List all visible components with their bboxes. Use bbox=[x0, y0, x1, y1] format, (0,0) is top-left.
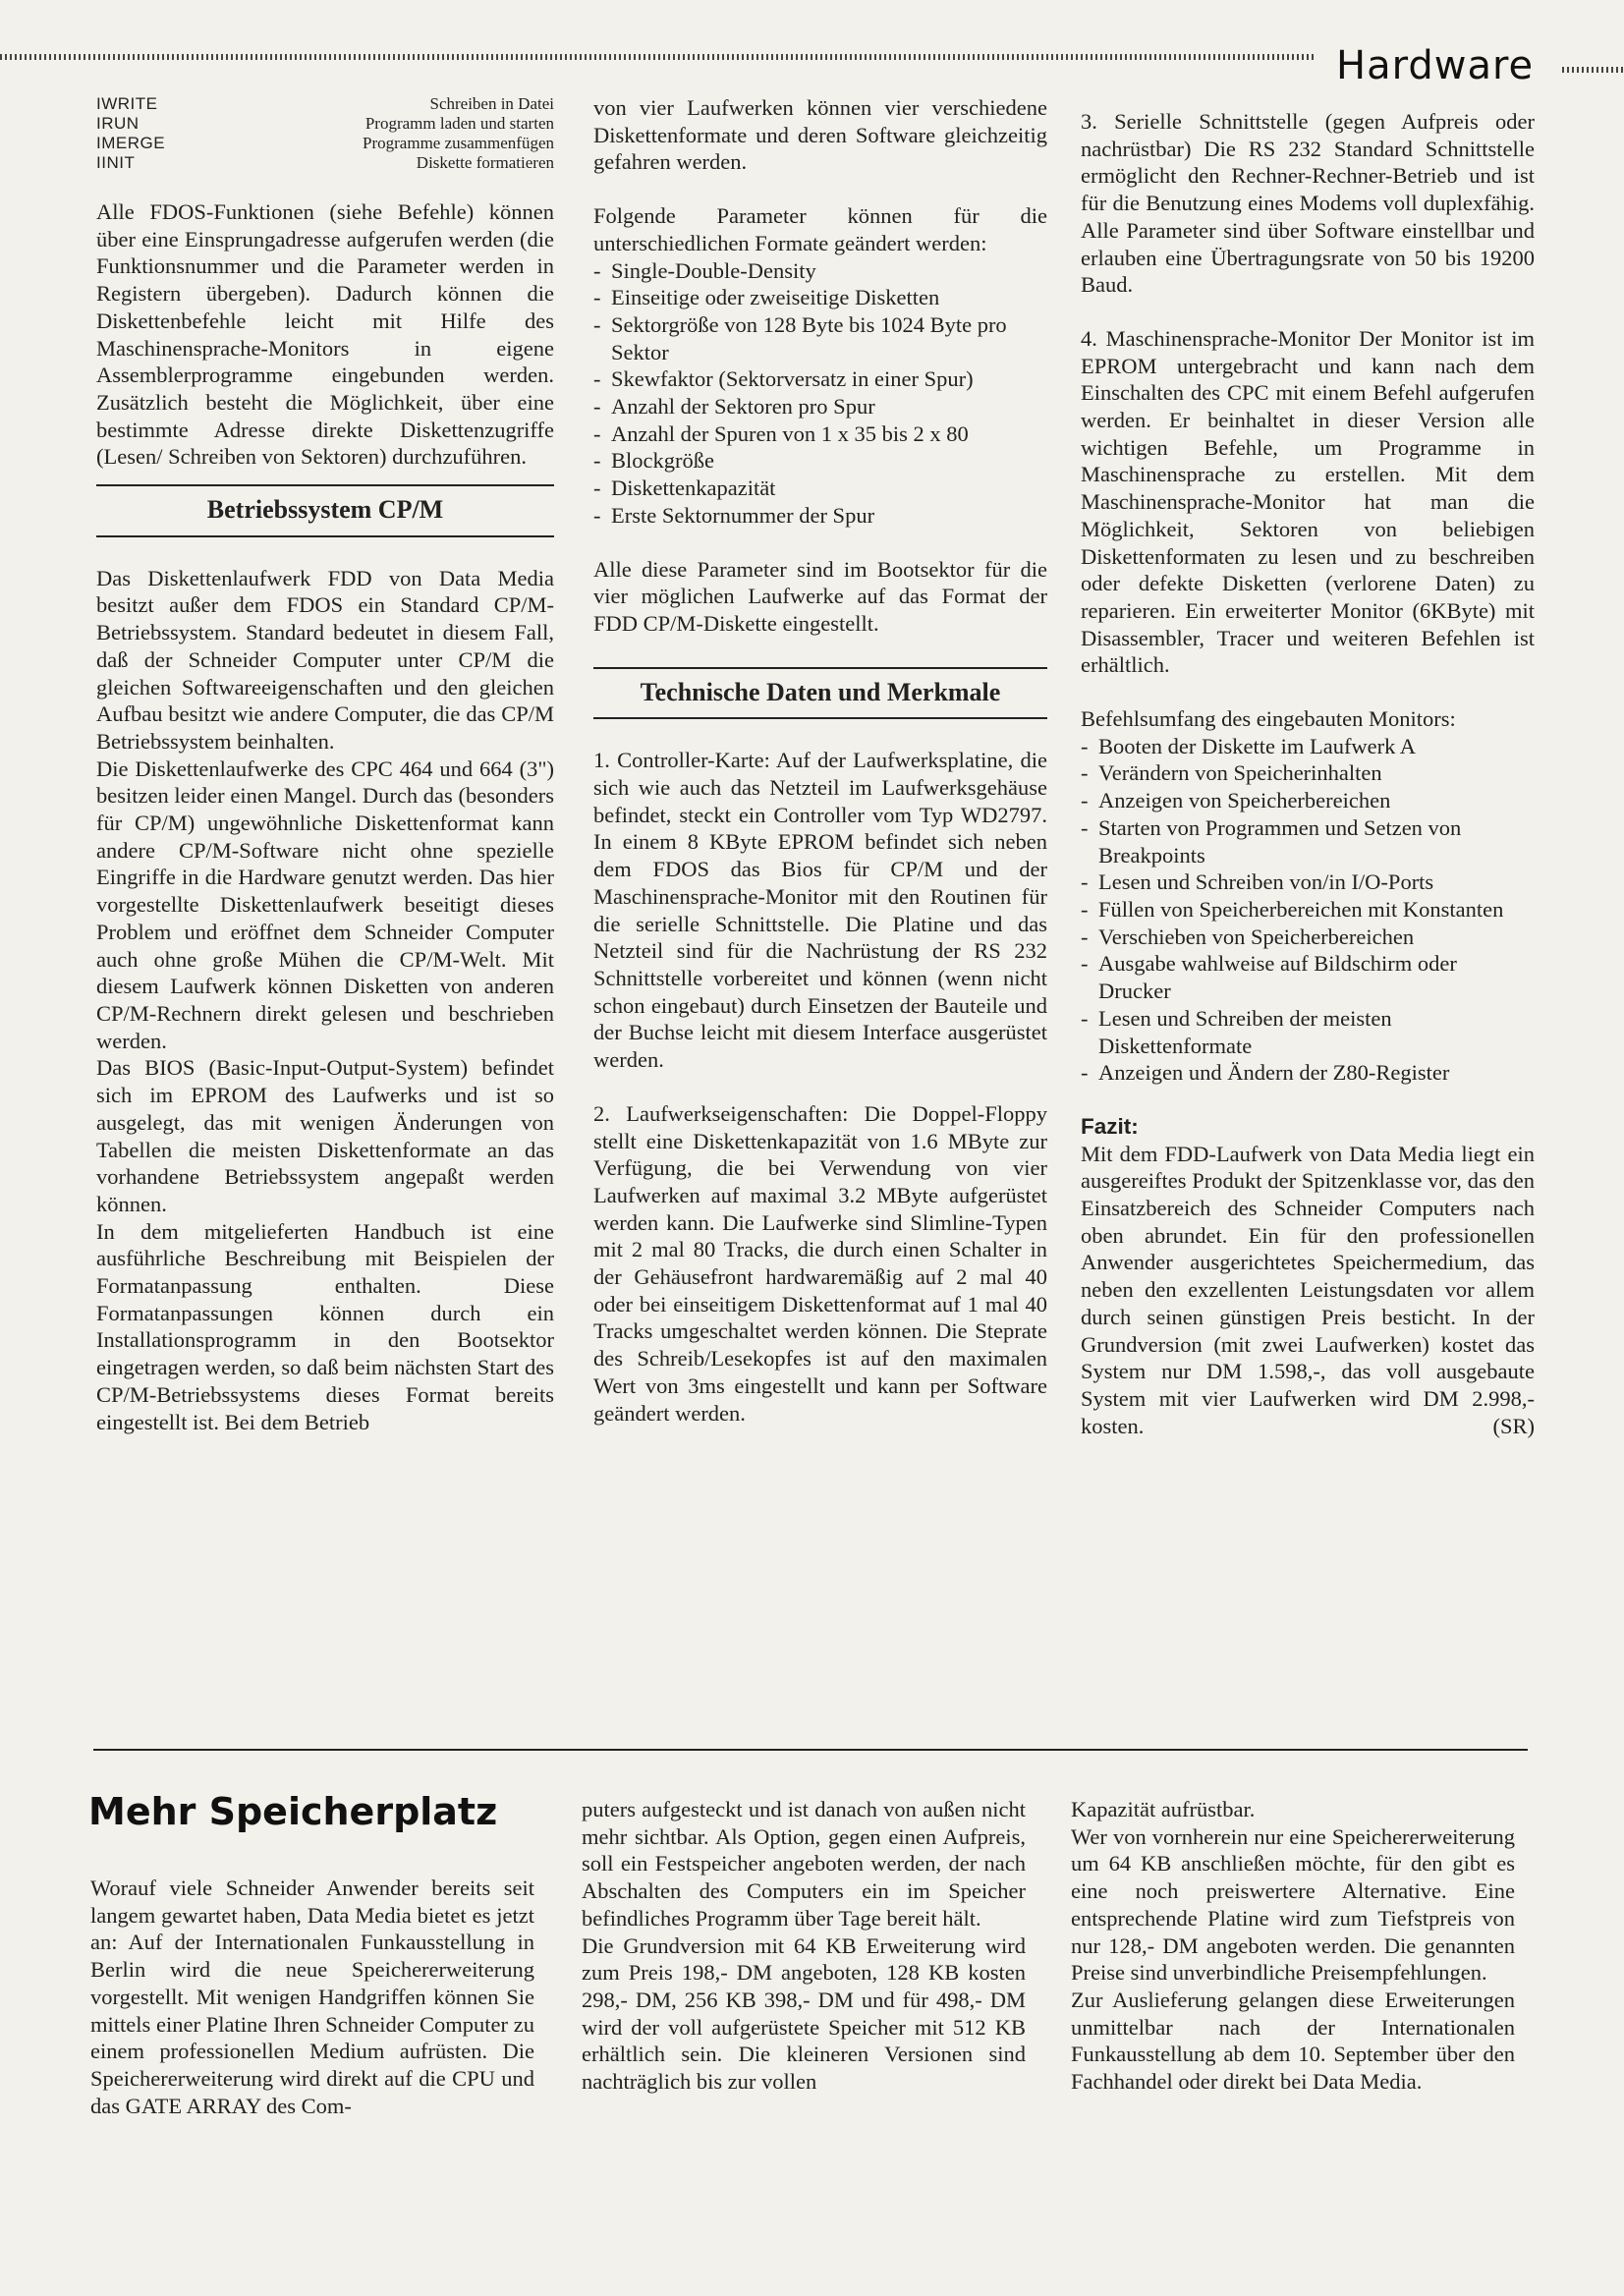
command-name: IINIT bbox=[96, 153, 136, 172]
paragraph: Worauf viele Schneider Anwender bereits seit langem gewartet haben, Data Media bietet es jetzt an: Auf der Internationalen Funkausstellung in Berlin wird die neue Speichererweiterung vorgestellt. Mit wenigen Handgriffen können Sie mittels einer Platine Ihren Schneider Computer zu einem professionellen Medium aufrüsten. Die Speichererweiterung wird direkt auf die CPU und das GATE ARRAY des Com- bbox=[90, 1876, 534, 2118]
paragraph bbox=[1081, 1141, 1535, 1440]
section-divider bbox=[93, 1749, 1528, 1751]
list-item: - Erste Sektornummer der Spur bbox=[593, 502, 1047, 530]
list-item: - Booten der Diskette im Laufwerk A bbox=[1081, 733, 1535, 760]
paragraph: Das BIOS (Basic-Input-Output-System) befindet sich im EPROM des Laufwerks und ist so ausgelegt, das mit wenigen Änderungen von Tabellen die meisten Diskettenformate an das vorhandene Betriebssystem angepaßt werden können. bbox=[96, 1055, 554, 1216]
subheading-cpm: Betriebssystem CP/M bbox=[96, 496, 554, 537]
command-table bbox=[96, 94, 554, 173]
command-row bbox=[96, 114, 554, 134]
paragraph: Das Diskettenlaufwerk FDD von Data Media besitzt außer dem FDOS ein Standard CP/M-Betriebssystem. Standard bedeutet in diesem Fall, daß der Schneider Computer unter CP/M die gleichen Softwareeigenschaften und den gleichen Aufbau besitzt wie andere Computer, die das CP/M Betriebssystem beinhalten. bbox=[96, 565, 554, 754]
command-name: IMERGE bbox=[96, 134, 166, 152]
list-item: - Anzahl der Sektoren pro Spur bbox=[593, 393, 1047, 420]
list-item: - Anzeigen von Speicherbereichen bbox=[1081, 787, 1535, 814]
bottom-column-1 bbox=[90, 1875, 534, 2119]
subheading-tech: Technische Daten und Merkmale bbox=[593, 679, 1047, 720]
command-row bbox=[96, 94, 554, 114]
command-name: IWRITE bbox=[96, 94, 158, 113]
column-1 bbox=[96, 94, 554, 1435]
fazit-text: Mit dem FDD-Laufwerk von Data Media liegt ein ausgereiftes Produkt der Spitzenklasse vor, das den Einsatzbereich des Schneider Computers nach oben abrundet. Ein für den professionellen Anwender ausgerichtetes Speichermedium, das neben den exzellenten Leistungsdaten vor allem durch seinen günstigen Preis besticht. In der Grundversion (mit zwei Laufwerken) kostet das System nur DM 1.598,-, das voll ausgebaute System mit vier Laufwerken wird DM 2.998,- kosten. bbox=[1081, 1141, 1535, 1438]
paragraph: puters aufgesteckt und ist danach von außen nicht mehr sichtbar. Als Option, gegen einen Aufpreis, soll ein Festspeicher angeboten werden, der nach Abschalten des Computers ein im Speicher befindliches Programm über Tage bereit hält. bbox=[582, 1797, 1026, 1931]
command-name: IRUN bbox=[96, 114, 140, 133]
paragraph: Kapazität aufrüstbar. bbox=[1071, 1797, 1256, 1821]
paragraph: von vier Laufwerken können vier verschiedene Diskettenformate und deren Software gleichzeitig gefahren werden. bbox=[593, 95, 1047, 175]
paragraph: Die Diskettenlaufwerke des CPC 464 und 664 (3") besitzen leider einen Mangel. Durch das (besonders für CP/M) ungewöhnliche Diskettenformat kann andere CP/M-Software nicht ohne spezielle Eingriffe in die Hardware genutzt werden. Das hier vorgestellte Diskettenlaufwerk beseitigt dieses Problem und eröffnet dem Schneider Computer auch ohne große Mühen die CP/M-Welt. Mit diesem Laufwerk können Disketten von anderen CP/M-Rechnern direkt gelesen und beschrieben werden. bbox=[96, 756, 554, 1053]
column-3 bbox=[1081, 108, 1535, 1439]
header-dotted-rule bbox=[0, 54, 1316, 60]
list-item: - Lesen und Schreiben der meisten Diskettenformate bbox=[1081, 1005, 1535, 1059]
list-item: - Ausgabe wahlweise auf Bildschirm oder Drucker bbox=[1081, 950, 1535, 1004]
list-item: - Anzahl der Spuren von 1 x 35 bis 2 x 80 bbox=[593, 420, 1047, 448]
monitor-command-list bbox=[1081, 733, 1535, 1087]
list-item: - Single-Double-Density bbox=[593, 257, 1047, 285]
header-dotted-rule-right bbox=[1562, 67, 1624, 73]
divider bbox=[593, 667, 1047, 669]
list-item: - Verändern von Speicherinhalten bbox=[1081, 759, 1535, 787]
paragraph: Alle FDOS-Funktionen (siehe Befehle) können über eine Einsprungadresse aufgerufen werden (die Funktionsnummer und die Parameter werden in Registern übergeben). Dadurch können die Diskettenbefehle leicht mit Hilfe des Maschinensprache-Monitors in eigene Assemblerprogramme eingebunden werden. Zusätzlich besteht die Möglichkeit, über eine bestimmte Adresse direkte Diskettenzugriffe (Lesen/ Schreiben von Sektoren) durchzuführen. bbox=[96, 199, 554, 470]
paragraph: 3. Serielle Schnittstelle (gegen Aufpreis oder nachrüstbar) Die RS 232 Standard Schnittstelle ermöglicht den Rechner-Rechner-Betrieb und ist für die Benutzung eines Modems voll duplexfähig. Alle Parameter sind über Software einstellbar und erlauben eine Übertragungsrate von 50 bis 19200 Baud. bbox=[1081, 109, 1535, 298]
paragraph: 2. Laufwerkseigenschaften: Die Doppel-Floppy stellt eine Diskettenkapazität von 1.6 MByte zur Verfügung, die bei Verwendung von vier Laufwerken auf maximal 3.2 MByte aufgerüstet werden kann. Die Laufwerke sind Slimline-Typen mit 2 mal 80 Tracks, die durch einen Schalter in der Gehäusefront hardwaremäßig auf 2 mal 40 oder bei einseitigem Diskettenformat auf 1 mal 40 Tracks umgeschaltet werden können. Die Steprate des Schreib/Lesekopfes ist auf den maximalen Wert von 3ms eingestellt und kann per Software geändert werden. bbox=[593, 1100, 1047, 1426]
paragraph: Alle diese Parameter sind im Bootsektor für die vier möglichen Laufwerke auf das Format der FDD CP/M-Diskette eingestellt. bbox=[593, 556, 1047, 636]
command-row bbox=[96, 134, 554, 153]
section-title: Hardware bbox=[1336, 43, 1535, 88]
list-item: - Sektorgröße von 128 Byte bis 1024 Byte pro Sektor bbox=[593, 311, 1047, 365]
list-item: - Skewfaktor (Sektorversatz in einer Spur) bbox=[593, 365, 1047, 393]
bottom-column-2 bbox=[582, 1796, 1026, 2096]
bottom-column-3 bbox=[1071, 1796, 1515, 2096]
list-item: - Füllen von Speicherbereichen mit Konstanten bbox=[1081, 896, 1535, 924]
list-item: - Starten von Programmen und Setzen von Breakpoints bbox=[1081, 814, 1535, 868]
paragraph: 1. Controller-Karte: Auf der Laufwerksplatine, die sich wie auch das Netzteil im Laufwerksgehäuse befindet, steckt ein Controller vom Typ WD2797. In einem 8 KByte EPROM befindet sich neben dem FDOS das Bios für CP/M und der Maschinensprache-Monitor mit den Routinen für die serielle Schnittstelle. Die Platine und das Netzteil sind für die Nachrüstung der RS 232 Schnittstelle vorbereitet und können (wenn nicht schon eingebaut) durch Einsetzen der Bauteile und der Buchse leicht mit diesem Interface ausgerüstet werden. bbox=[593, 748, 1047, 1073]
list-item: - Blockgröße bbox=[593, 447, 1047, 475]
paragraph: In dem mitgelieferten Handbuch ist eine ausführliche Beschreibung mit Beispielen der Formatanpassung enthalten. Diese Formatanpassungen können durch ein Installationsprogramm in den Bootsektor eingetragen werden, so daß beim nächsten Start des CP/M-Betriebssystems dieses Format bereits eingestellt ist. Bei dem Betrieb bbox=[96, 1218, 554, 1434]
list-item: - Lesen und Schreiben von/in I/O-Ports bbox=[1081, 868, 1535, 896]
fazit-label: Fazit: bbox=[1081, 1113, 1139, 1139]
command-row bbox=[96, 153, 554, 173]
author-signature: (SR) bbox=[1492, 1413, 1535, 1438]
list-item: - Anzeigen und Ändern der Z80-Register bbox=[1081, 1059, 1535, 1087]
command-desc: Programme zusammenfügen bbox=[363, 134, 554, 152]
command-desc: Programm laden und starten bbox=[364, 114, 554, 133]
paragraph: Wer von vornherein nur eine Speichererweiterung um 64 KB anschließen möchte, für den gibt es eine noch preiswertere Alternative. Eine entsprechende Platine wird zum Tiefstpreis von nur 128,- DM angeboten werden. Die genannten Preise sind unverbindliche Preisempfehlungen. bbox=[1071, 1823, 1515, 1986]
list-item: - Einseitige oder zweiseitige Disketten bbox=[593, 284, 1047, 311]
divider bbox=[96, 484, 554, 486]
article-heading: Mehr Speicherplatz bbox=[88, 1790, 498, 1833]
parameter-list bbox=[593, 257, 1047, 530]
list-item: - Diskettenkapazität bbox=[593, 475, 1047, 502]
paragraph: 4. Maschinensprache-Monitor Der Monitor ist im EPROM untergebracht und kann nach dem Einschalten des CPC mit einem Befehl aufgerufen werden. Er beinhaltet in dieser Version alle wichtigen Befehle, um Programme in Maschinensprache zu erstellen. Mit dem Maschinensprache-Monitor hat man die Möglichkeit, Sektoren von beliebigen Diskettenformaten zu lesen und zu beschreiben oder defekte Disketten (verlorene Daten) zu reparieren. Ein erweiterter Monitor (6KByte) mit Disassembler, Tracer und weiteren Befehlen ist erhältlich. bbox=[1081, 325, 1535, 678]
command-desc: Diskette formatieren bbox=[416, 153, 554, 172]
column-2 bbox=[593, 94, 1047, 1427]
command-desc: Schreiben in Datei bbox=[429, 94, 554, 113]
paragraph: Folgende Parameter können für die unterschiedlichen Formate geändert werden: bbox=[593, 203, 1047, 255]
paragraph: Die Grundversion mit 64 KB Erweiterung wird zum Preis 198,- DM angeboten, 128 KB kosten 298,- DM, 256 KB 398,- DM und für 498,- DM wird der voll aufgerüstete Speicher mit 512 KB erhältlich sein. Die kleineren Versionen sind nachträglich bis zur vollen bbox=[582, 1932, 1026, 2095]
paragraph: Zur Auslieferung gelangen diese Erweiterungen unmittelbar nach der Internationalen Funkausstellung ab dem 10. September über den Fachhandel oder direkt bei Data Media. bbox=[1071, 1987, 1515, 2095]
list-item: - Verschieben von Speicherbereichen bbox=[1081, 924, 1535, 951]
paragraph: Befehlsumfang des eingebauten Monitors: bbox=[1081, 706, 1456, 732]
